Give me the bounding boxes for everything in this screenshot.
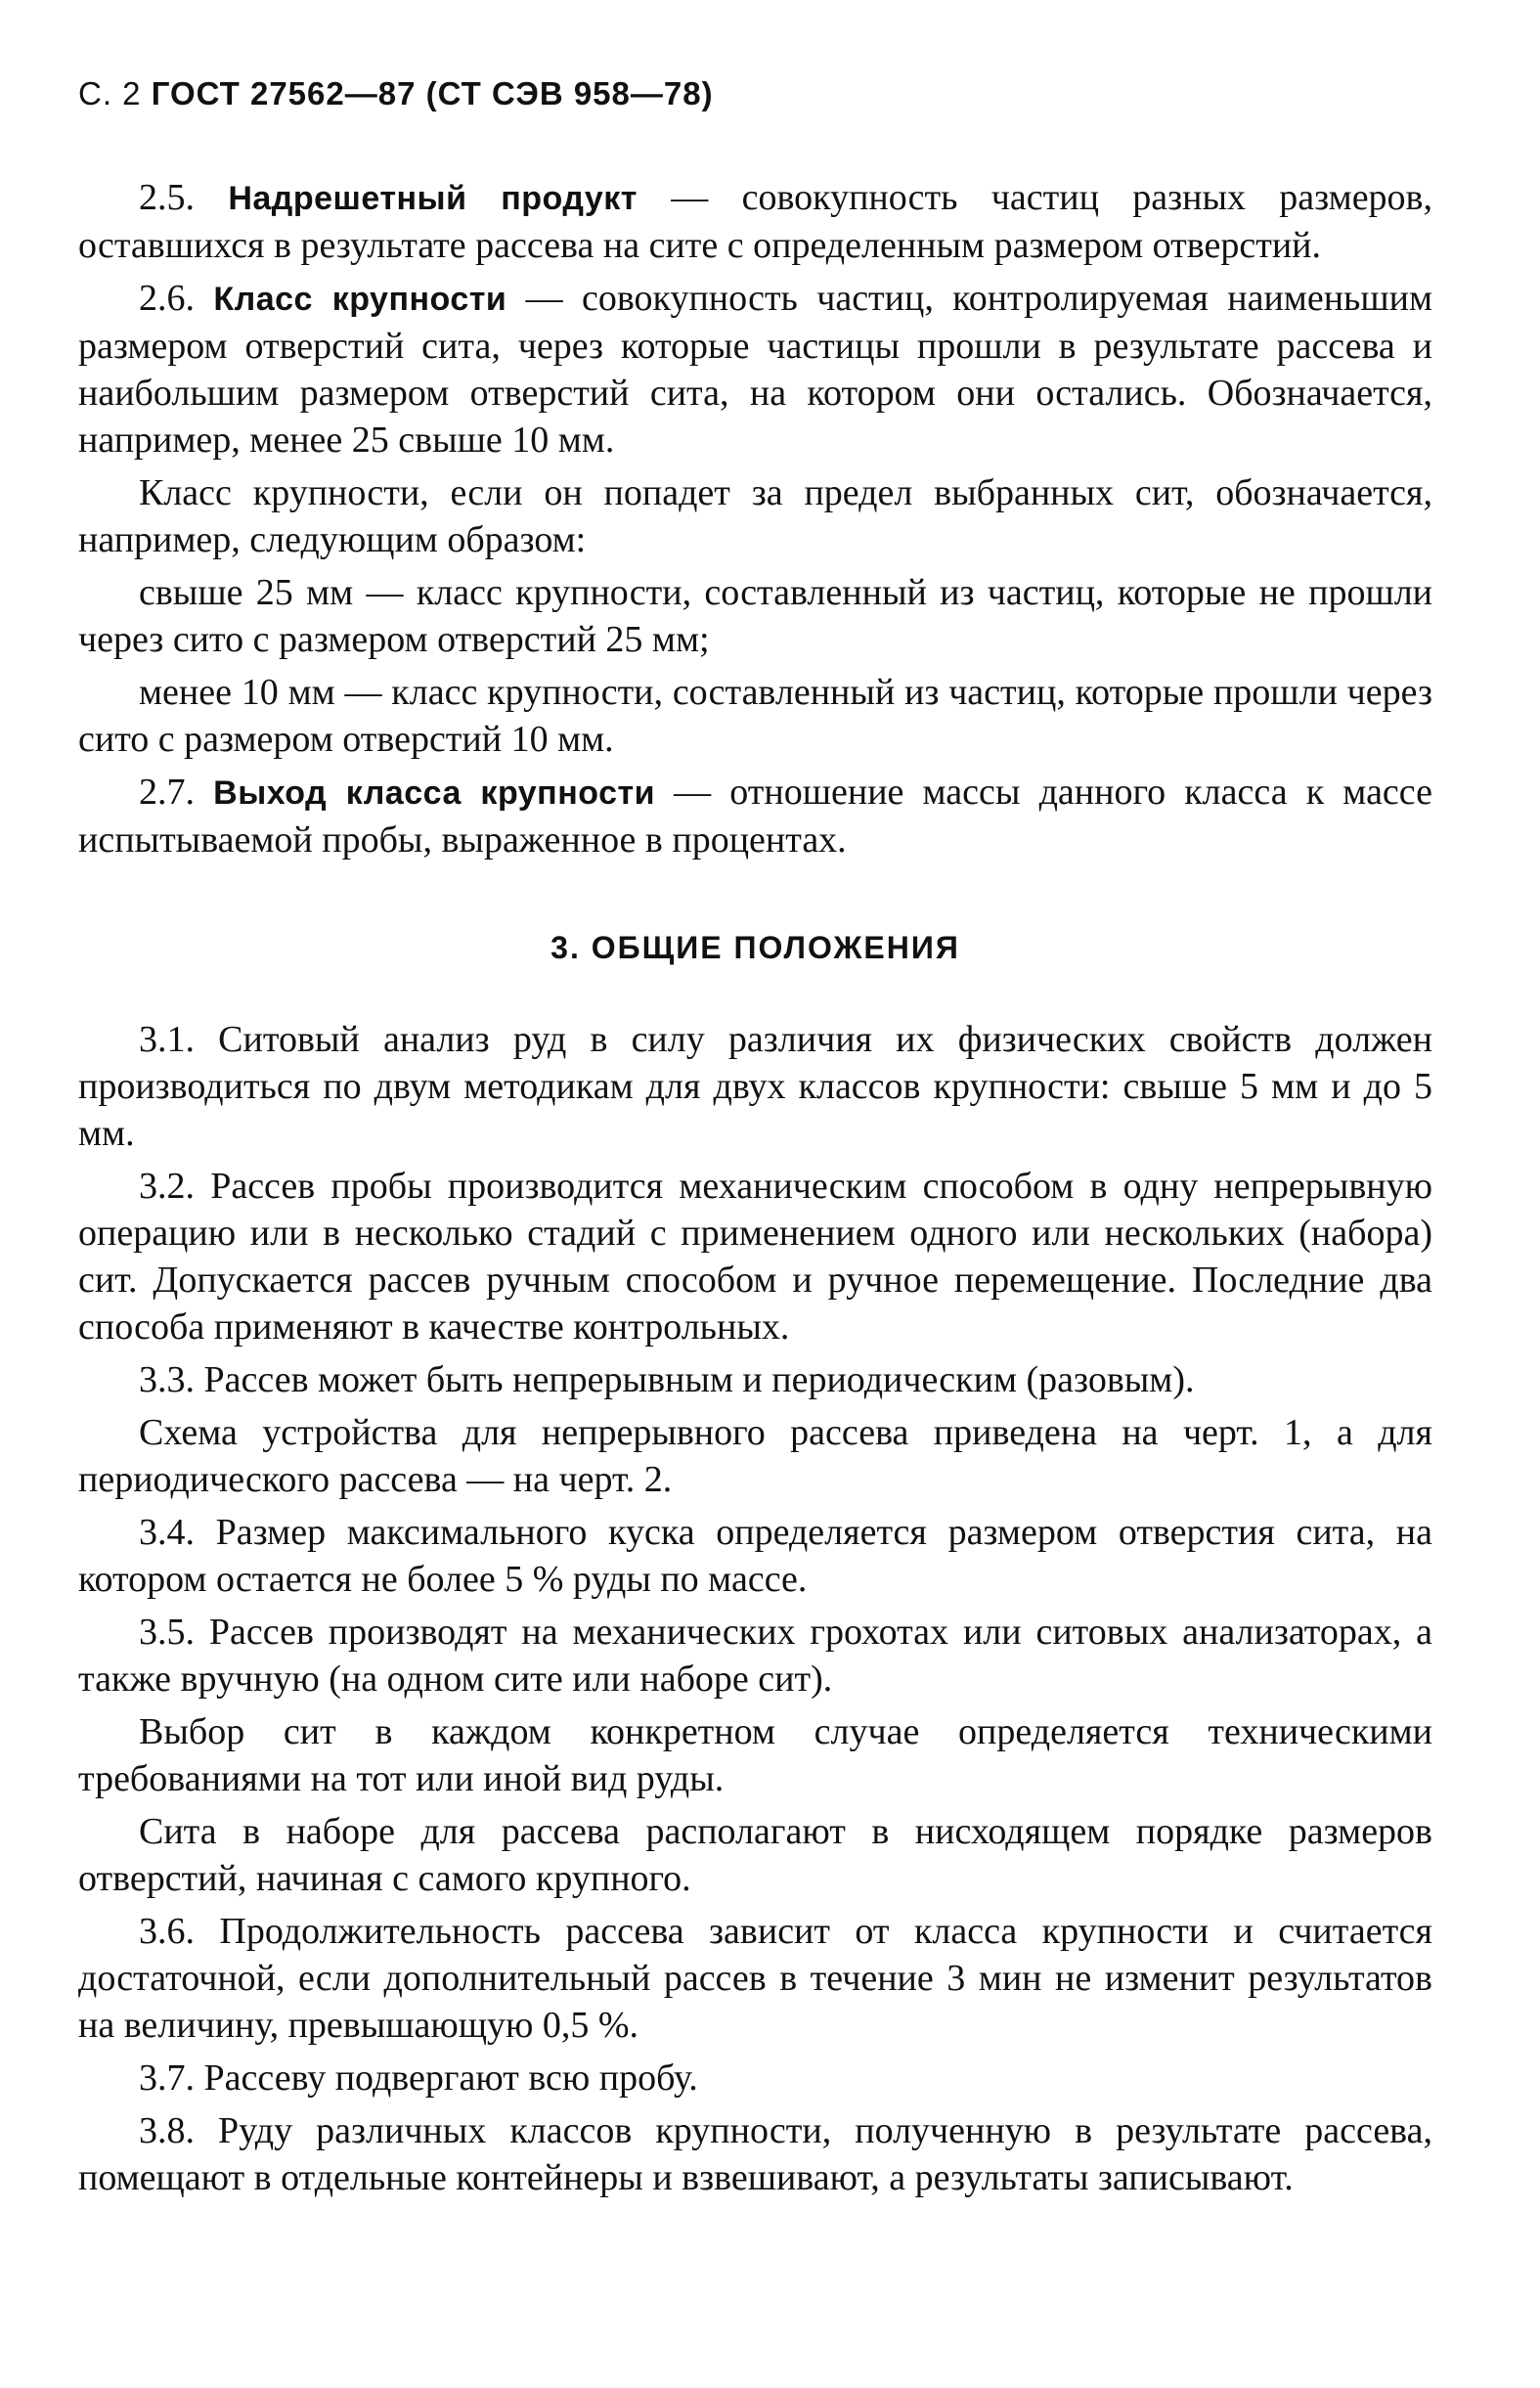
paragraph-2-6	[78, 275, 1432, 464]
paragraph-number: 2.6.	[139, 278, 195, 319]
paragraph-3-6: 3.6. Продолжительность рассева зависит от класса крупности и считается достаточной, если дополнительный рассев в течение 3 мин не изменит результатов на величину, превышающую 0,5 %.	[78, 1911, 1432, 2046]
standard-designation: ГОСТ 27562—87 (СТ СЭВ 958—78)	[151, 75, 714, 111]
paragraph-3-4: 3.4. Размер максимального куска определяется размером отверстия сита, на котором остается не более 5 % руды по массе.	[78, 1512, 1432, 1600]
paragraph-2-6-example-above: свыше 25 мм — класс крупности, составленный из частиц, которые не прошли через сито с размером отверстий 25 мм;	[78, 572, 1432, 660]
term: Класс крупности	[213, 281, 507, 318]
paragraph-2-6-example-below: менее 10 мм — класс крупности, составленный из частиц, которые прошли через сито с размером отверстий 10 мм.	[78, 672, 1432, 760]
paragraph-2-5	[78, 174, 1432, 269]
section-heading: 3. ОБЩИЕ ПОЛОЖЕНИЯ	[550, 930, 960, 965]
page-header	[78, 70, 1432, 117]
paragraph-3-3: 3.3. Рассев может быть непрерывным и периодическим (разовым).	[139, 1359, 1195, 1400]
paragraph-number: 2.7.	[139, 772, 195, 813]
paragraph-3-2: 3.2. Рассев пробы производится механическим способом в одну непрерывную операцию или в несколько стадий с применением одного или нескольких (набора) сит. Допускается рассев ручным способом и ручное перемещение. Последние два способа применяют в качестве контрольных.	[78, 1166, 1432, 1348]
paragraph-3-5: 3.5. Рассев производят на механических грохотах или ситовых анализаторах, а также вручную (на одном сите или наборе сит).	[78, 1612, 1432, 1700]
term: Надрешетный продукт	[228, 180, 638, 217]
paragraph-3-5-selection: Выбор сит в каждом конкретном случае определяется техническими требованиями на тот или иной вид руды.	[78, 1711, 1432, 1799]
paragraph-2-6-note: Класс крупности, если он попадет за предел выбранных сит, обозначается, например, следующим образом:	[78, 472, 1432, 560]
paragraph-3-1: 3.1. Ситовый анализ руд в силу различия их физических свойств должен производиться по двум методикам для двух классов крупности: свыше 5 мм и до 5 мм.	[78, 1019, 1432, 1154]
paragraph-number: 2.5.	[139, 177, 195, 218]
page-number: С. 2	[78, 75, 142, 111]
paragraph-3-5-order: Сита в наборе для рассева располагают в нисходящем порядке размеров отверстий, начиная с самого крупного.	[78, 1811, 1432, 1899]
definition: — совокупность частиц разных размеров, оставшихся в результате рассева на сите с определенным размером отверстий.	[78, 177, 1433, 266]
paragraph-2-7	[78, 769, 1432, 863]
definition: — отношение массы данного класса к массе испытываемой пробы, выраженное в процентах.	[78, 772, 1432, 861]
definition: — совокупность частиц, контролируемая наименьшим размером отверстий сита, через которые частицы прошли в результате рассева и наибольшим размером отверстий сита, на котором они остались. Обозначается, например, менее 25 свыше 10 мм.	[78, 278, 1433, 461]
paragraph-3-3-scheme: Схема устройства для непрерывного рассева приведена на черт. 1, а для периодического рассева — на черт. 2.	[78, 1412, 1432, 1500]
paragraph-3-8: 3.8. Руду различных классов крупности, полученную в результате рассева, помещают в отдельные контейнеры и взвешивают, а результаты записывают.	[78, 2110, 1432, 2198]
paragraph-3-7: 3.7. Рассеву подвергают всю пробу.	[139, 2057, 698, 2099]
term: Выход класса крупности	[213, 774, 656, 812]
